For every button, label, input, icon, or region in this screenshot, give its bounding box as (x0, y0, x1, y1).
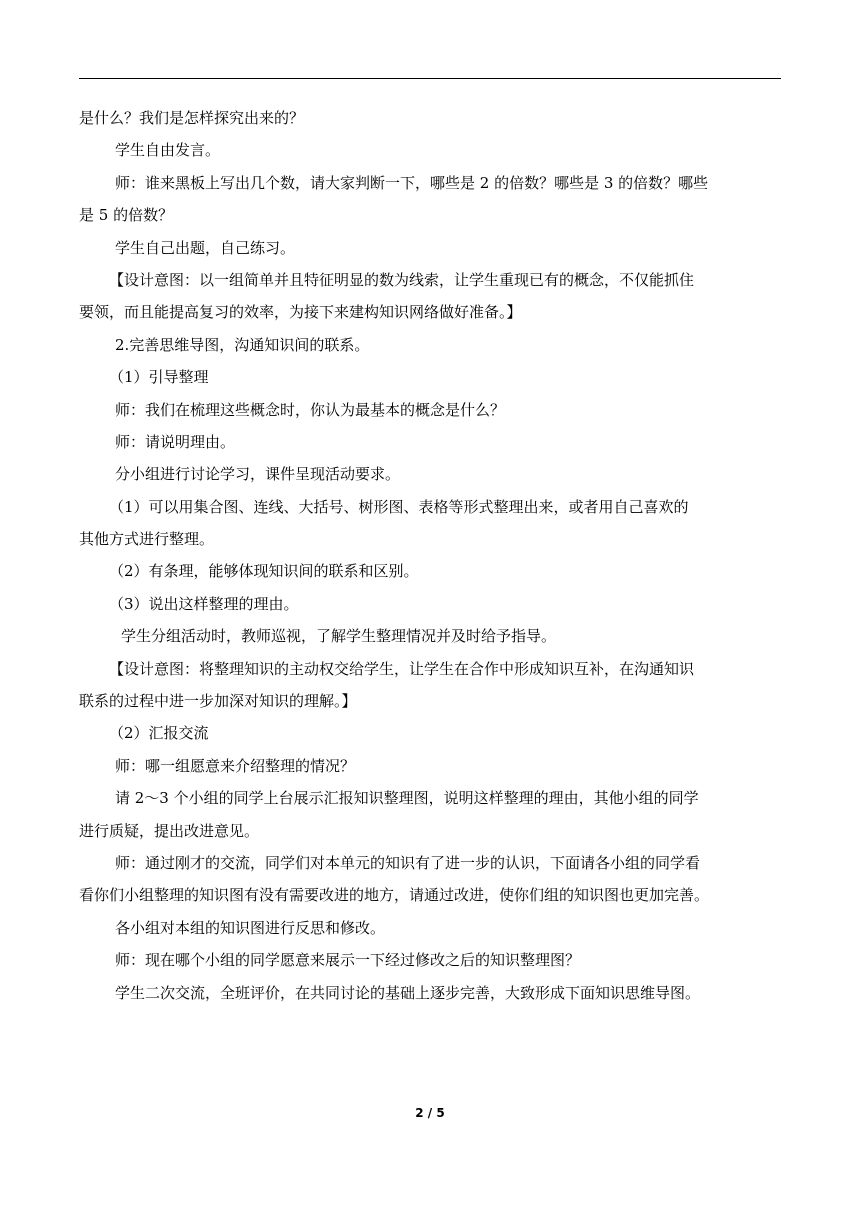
list-item: （3）说出这样整理的理由。 (109, 594, 299, 613)
text-line: 师：通过刚才的交流，同学们对本单元的知识有了进一步的认识，下面请各小组的同学看 (115, 853, 701, 872)
text-line: 其他方式进行整理。 (79, 530, 215, 549)
subsection-heading: （2）汇报交流 (109, 724, 209, 743)
text-line: 请 2～3 个小组的同学上台展示汇报知识整理图，说明这样整理的理由，其他小组的同学 (115, 789, 699, 808)
list-item: （2）有条理，能够体现知识间的联系和区别。 (109, 562, 419, 581)
subsection-heading: （1）引导整理 (109, 368, 209, 387)
text-line: 分小组进行讨论学习，课件呈现活动要求。 (115, 465, 401, 484)
text-line: 师：谁来黑板上写出几个数，请大家判断一下，哪些是 2 的倍数？哪些是 3 的倍数？哪些 (115, 173, 709, 192)
text-line: 各小组对本组的知识图进行反思和修改。 (115, 918, 386, 937)
body-text (79, 102, 781, 1009)
design-intent-line: 联系的过程中进一步加深对知识的理解。】 (79, 692, 357, 711)
page-number: 2 / 5 (415, 1106, 445, 1120)
text-line: 学生自己出题，自己练习。 (115, 238, 296, 257)
text-line: 学生自由发言。 (115, 141, 221, 160)
text-line: 师：请说明理由。 (115, 432, 236, 451)
text-line: 师：我们在梳理这些概念时，你认为最基本的概念是什么？ (115, 400, 506, 419)
list-item: （1）可以用集合图、连线、大括号、树形图、表格等形式整理出来，或者用自己喜欢的 (109, 497, 689, 516)
design-intent-line: 【设计意图：将整理知识的主动权交给学生，让学生在合作中形成知识互补，在沟通知识 (109, 659, 695, 678)
text-line: 师：哪一组愿意来介绍整理的情况？ (115, 756, 356, 775)
text-line: 学生二次交流，全班评价，在共同讨论的基础上逐步完善，大致形成下面知识思维导图。 (115, 983, 701, 1002)
text-line: 学生分组活动时，教师巡视，了解学生整理情况并及时给予指导。 (121, 627, 557, 646)
text-line: 是 5 的倍数？ (79, 206, 174, 225)
text-line: 是什么？我们是怎样探究出来的？ (79, 109, 305, 127)
text-line: 师：现在哪个小组的同学愿意来展示一下经过修改之后的知识整理图？ (115, 951, 581, 970)
design-intent-line: 要领，而且能提高复习的效率，为接下来建构知识网络做好准备。】 (79, 303, 522, 322)
header-rule (79, 78, 781, 79)
design-intent-line: 【设计意图：以一组简单并且特征明显的数为线索，让学生重现已有的概念，不仅能抓住 (109, 270, 695, 289)
text-line: 看你们小组整理的知识图有没有需要改进的地方，请通过改进，使你们组的知识图也更加完善。 (79, 886, 710, 905)
section-heading: 2.完善思维导图，沟通知识间的联系。 (115, 335, 370, 354)
text-line: 进行质疑，提出改进意见。 (79, 821, 260, 840)
